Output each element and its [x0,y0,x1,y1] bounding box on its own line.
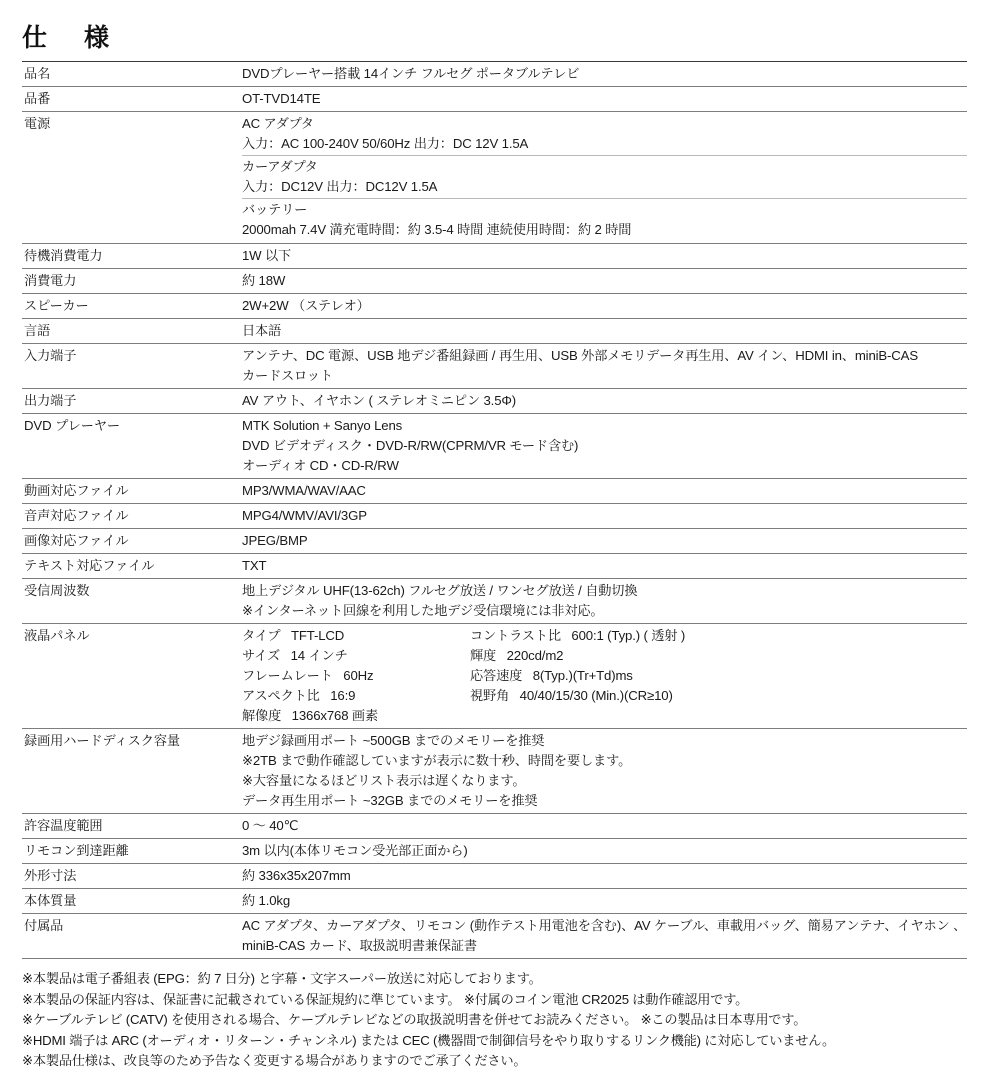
spec-value [242,269,967,294]
spec-sheet-page [0,24,1000,1068]
table-row [22,414,967,479]
spec-label: 許容温度範囲 [24,818,103,833]
spec-key: タイプ [242,628,281,643]
spec-value-text: 600:1 (Typ.) ( 透射 ) [571,628,686,643]
spec-key: 輝度 [470,648,497,663]
spec-label: 録画用ハードディスク容量 [24,733,180,748]
specification-table-body [22,62,967,959]
spec-key-value [242,626,470,646]
spec-value-group [242,198,967,241]
footnote-line: ※本製品仕様は、改良等のため予告なく変更する場合がありますのでご承了ください。 [22,1053,527,1068]
table-row [22,864,967,889]
spec-value-text: TFT-LCD [291,628,345,643]
table-row [22,889,967,914]
spec-label: 品番 [24,91,51,106]
table-row [22,87,967,112]
table-row [22,389,967,414]
spec-label: 受信周波数 [24,583,90,598]
spec-label: DVD プレーヤー [24,418,121,433]
spec-value [242,87,967,112]
spec-label: 電源 [24,116,51,131]
table-row [22,479,967,504]
spec-value [242,889,967,914]
spec-value-line: MTK Solution + Sanyo Lens [242,418,403,433]
footnote-line: ※本製品の保証内容は、保証書に記載されている保証規約に準じています。 ※付属のコイン電池 CR2025 は動作確認用です。 [22,991,749,1007]
table-row [22,62,967,87]
spec-value-line: AV アウト、イヤホン ( ステレオミニピン 3.5Φ) [242,393,516,408]
spec-value-line: TXT [242,558,267,573]
spec-value [242,479,967,504]
spec-key: 視野角 [470,688,510,703]
table-row [22,529,967,554]
spec-value-group [242,155,967,198]
spec-value [242,344,967,389]
spec-value-line: ※2TB まで動作確認していますが表示に数十秒、時間を要します。 [242,753,632,768]
spec-value-line: 地デジ録画用ポート ~500GB までのメモリーを推奨 [242,733,545,748]
spec-value-line: 入力：DC12V 出力：DC12V 1.5A [242,179,438,194]
spec-key-value [470,666,940,686]
spec-value [242,294,967,319]
spec-key-value [470,686,940,706]
spec-value-line: データ再生用ポート ~32GB までのメモリーを推奨 [242,793,538,808]
table-row [22,914,967,959]
spec-key-value [470,646,940,666]
spec-value-line: オーディオ CD・CD-R/RW [242,458,399,473]
spec-value [242,814,967,839]
spec-value-text: 14 インチ [290,648,348,663]
spec-label: 出力端子 [24,393,77,408]
spec-value-line: JPEG/BMP [242,533,308,548]
spec-label: リモコン到達距離 [24,843,129,858]
spec-value-line: アンテナ、DC 電源、USB 地デジ番組録画 / 再生用、USB 外部メモリデータ再生用、AV イン、HDMI in、miniB-CAS [242,348,918,363]
spec-value-line: 約 336x35x207mm [242,868,351,883]
spec-value-line: ※インターネット回線を利用した地デジ受信環境には非対応。 [242,603,604,618]
spec-key: サイズ [242,648,281,663]
table-row [22,344,967,389]
spec-key: フレームレート [242,668,333,683]
spec-value-line: 約 1.0kg [242,893,291,908]
spec-value-line: バッテリー [242,202,308,217]
spec-value-line: 入力：AC 100-240V 50/60Hz 出力：DC 12V 1.5A [242,136,529,151]
table-row [22,244,967,269]
table-row [22,554,967,579]
spec-value [242,914,967,959]
spec-value-text: 1366x768 画素 [291,708,378,723]
table-row [22,319,967,344]
spec-value-line: 日本語 [242,323,282,338]
spec-label: 待機消費電力 [24,248,103,263]
spec-value [242,244,967,269]
spec-value [242,62,967,87]
spec-key-value [242,686,470,706]
footnotes-block [22,969,972,1072]
spec-label: 音声対応ファイル [24,508,129,523]
spec-value [242,112,967,244]
spec-value [242,504,967,529]
spec-value-line: MP3/WMA/WAV/AAC [242,483,366,498]
footnote-line: ※ケーブルテレビ (CATV) を使用される場合、ケーブルテレビなどの取扱説明書を併せてお読みください。 ※この製品は日本専用です。 [22,1012,807,1027]
spec-value-line: 2000mah 7.4V 満充電時間：約 3.5-4 時間 連続使用時間：約 2 時間 [242,222,632,237]
spec-label: 本体質量 [24,893,77,908]
table-row [22,814,967,839]
spec-value-line: ※大容量になるほどリスト表示は遅くなります。 [242,773,526,788]
spec-value [242,624,967,729]
footnote-line: ※HDMI 端子は ARC (オーディオ・リターン・チャンネル) または CEC (機器間で制御信号をやり取りするリンク機能) に対応していません。 [22,1032,836,1048]
spec-value-text: 16:9 [330,688,356,703]
spec-value-line: 1W 以下 [242,248,292,263]
table-row [22,624,967,729]
spec-value-line: miniB-CAS カード、取扱説明書兼保証書 [242,938,477,953]
footnote-line: ※本製品は電子番組表 (EPG：約 7 日分) と字幕・文字スーパー放送に対応しております。 [22,971,542,986]
spec-key-value [242,666,470,686]
table-row [22,579,967,624]
spec-value [242,554,967,579]
spec-label: 液晶パネル [24,628,90,643]
spec-column-right [470,626,940,706]
spec-value-line: カードスロット [242,368,333,383]
spec-label: 付属品 [24,918,64,933]
spec-label: 動画対応ファイル [24,483,129,498]
spec-value-line: 0 ～ 40℃ [242,818,299,833]
spec-value-group [242,114,967,155]
spec-value-line: AC アダプタ、カーアダプタ、リモコン (動作テスト用電池を含む)、AV ケーブル、車載用バッグ、簡易アンテナ、イヤホン 、 [242,918,967,933]
spec-value-line: 地上デジタル UHF(13-62ch) フルセグ放送 / ワンセグ放送 / 自動切換 [242,583,638,598]
spec-label: テキスト対応ファイル [24,558,155,573]
spec-value [242,579,967,624]
spec-value-line: 2W+2W （ステレオ） [242,298,370,313]
page-title: 仕 様 [22,24,116,52]
spec-value [242,729,967,814]
spec-value [242,389,967,414]
spec-label: 消費電力 [24,273,77,288]
table-row [22,839,967,864]
spec-value-text: 8(Typ.)(Tr+Td)ms [532,668,633,683]
spec-label: 品名 [24,66,51,81]
spec-value-text: 60Hz [343,668,374,683]
spec-value-line: DVD ビデオディスク・DVD-R/RW(CPRM/VR モード含む) [242,438,579,453]
specification-table [22,61,967,959]
spec-key-value [242,646,470,666]
table-row [22,504,967,529]
spec-label: 外形寸法 [24,868,77,883]
spec-value-text: 220cd/m2 [506,648,564,663]
spec-value-line: DVDプレーヤー搭載 14インチ フルセグ ポータブルテレビ [242,66,580,81]
spec-key: 応答速度 [470,668,523,683]
table-row [22,729,967,814]
spec-key: コントラスト比 [470,628,561,643]
table-row [22,294,967,319]
spec-value-two-column [242,626,967,726]
spec-value [242,319,967,344]
spec-value-line: OT-TVD14TE [242,91,321,106]
spec-key: アスペクト比 [242,688,320,703]
spec-value-line: カーアダプタ [242,159,318,174]
spec-value [242,529,967,554]
spec-value-text: 40/40/15/30 (Min.)(CR≥10) [519,688,673,703]
table-row [22,269,967,294]
spec-key-value [470,626,940,646]
spec-key-value [242,706,470,726]
spec-label: スピーカー [24,298,89,313]
spec-value-line: 約 18W [242,273,286,288]
spec-label: 画像対応ファイル [24,533,129,548]
spec-label: 入力端子 [24,348,77,363]
spec-value [242,839,967,864]
table-row [22,112,967,244]
spec-value-line: AC アダプタ [242,116,314,131]
spec-value-line: MPG4/WMV/AVI/3GP [242,508,367,523]
spec-key: 解像度 [242,708,282,723]
spec-value [242,414,967,479]
spec-value [242,864,967,889]
spec-column-left [242,626,470,726]
spec-label: 言語 [24,323,51,338]
spec-value-line: 3m 以内(本体リモコン受光部正面から) [242,843,468,858]
